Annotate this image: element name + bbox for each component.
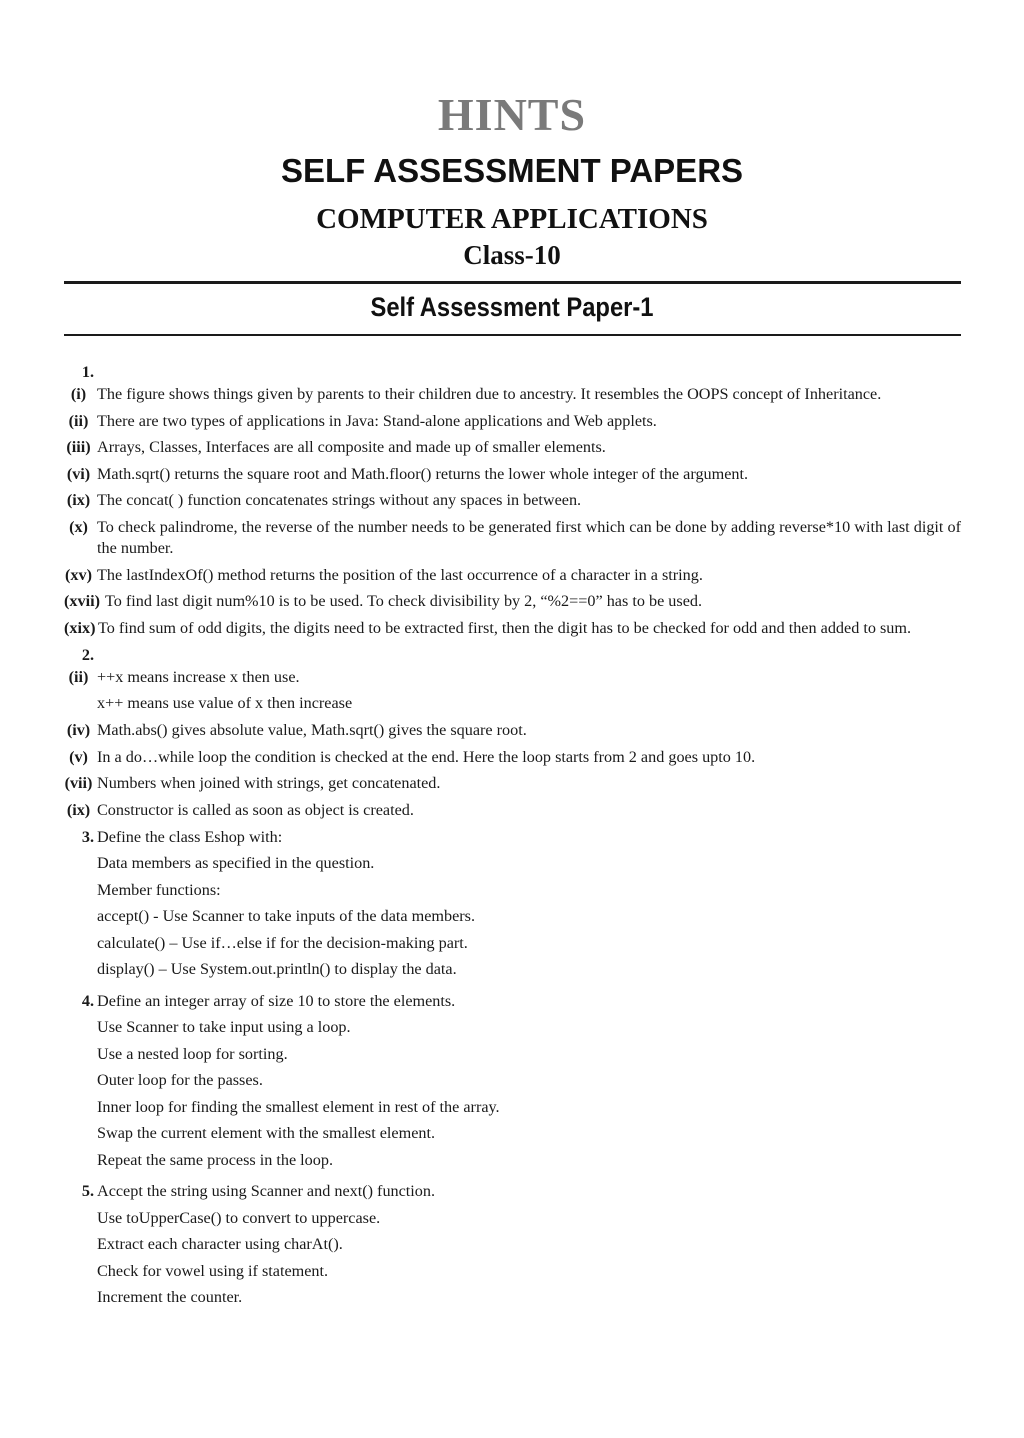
- list-item: [64, 591, 961, 612]
- item-label: (xv): [65, 565, 92, 584]
- item-label: (ix): [66, 800, 91, 819]
- item-text: The lastIndexOf() method returns the position of the last occurrence of a character in a string.: [97, 565, 703, 584]
- item-text: To find sum of odd digits, the digits need to be extracted first, then the digit has to be checked for odd and then added to sum.: [98, 618, 912, 637]
- hint-line: Swap the current element with the smallest element.: [97, 1124, 436, 1143]
- list-item: [64, 618, 961, 639]
- item-label: (xix): [64, 618, 96, 637]
- list-item: [64, 411, 961, 432]
- item-label: (iii): [66, 438, 91, 457]
- question-1: [64, 362, 961, 639]
- list-item: [64, 720, 961, 741]
- question-number: 1.: [81, 363, 94, 381]
- list-item: [64, 800, 961, 821]
- hint-line: Check for vowel using if statement.: [97, 1261, 329, 1280]
- item-text: Math.abs() gives absolute value, Math.sqrt() gives the square root.: [97, 720, 527, 739]
- item-text: The figure shows things given by parents to their children due to ancestry. It resembles the OOPS concept of Inheritance.: [97, 385, 882, 403]
- question-2: [64, 645, 961, 821]
- question-number: 2.: [81, 645, 94, 664]
- question-5: [64, 1181, 961, 1314]
- list-item: [64, 384, 961, 405]
- question-3: [64, 827, 961, 986]
- item-label: (ii): [68, 667, 89, 686]
- item-text: There are two types of applications in Java: Stand-alone applications and Web applets.: [97, 411, 657, 430]
- question-number: 4.: [81, 991, 94, 1010]
- list-item: [64, 565, 961, 586]
- hint-line: Increment the counter.: [97, 1288, 243, 1307]
- item-text: ++x means increase x then use.: [97, 667, 300, 686]
- hint-line: display() – Use System.out.println() to display the data.: [97, 960, 457, 979]
- item-text: x++ means use value of x then increase: [97, 694, 353, 713]
- hint-line: Use Scanner to take input using a loop.: [97, 1018, 351, 1037]
- top-divider: [64, 281, 961, 284]
- item-label: (xvii): [64, 592, 100, 611]
- bottom-divider: [64, 334, 961, 336]
- hint-line: Use toUpperCase() to convert to uppercase.: [97, 1208, 381, 1227]
- class-title: Class-10: [463, 240, 561, 270]
- item-text: Constructor is called as soon as object is created.: [97, 800, 414, 819]
- hint-line: Extract each character using charAt().: [97, 1235, 343, 1254]
- hints-heading: HINTS: [437, 89, 587, 140]
- hint-line: Use a nested loop for sorting.: [97, 1044, 288, 1063]
- item-text: The concat( ) function concatenates strings without any spaces in between.: [97, 491, 582, 510]
- hint-line: Outer loop for the passes.: [97, 1071, 263, 1090]
- item-label: (vii): [64, 774, 93, 793]
- hint-line: Define an integer array of size 10 to store the elements.: [97, 991, 456, 1010]
- item-label: (vi): [66, 464, 91, 483]
- item-text: Math.sqrt() returns the square root and Math.floor() returns the lower whole integer of the argument.: [97, 464, 749, 483]
- item-text: In a do…while loop the condition is checked at the end. Here the loop starts from 2 and goes upto 10.: [97, 747, 756, 766]
- hint-line: Data members as specified in the question.: [97, 854, 375, 873]
- list-item: [64, 490, 961, 511]
- list-item: [64, 667, 961, 688]
- paper-title: Self Assessment Paper-1: [370, 292, 654, 322]
- hints-content: [64, 362, 961, 1319]
- hint-line: calculate() – Use if…else if for the decision-making part.: [97, 933, 468, 952]
- subject-title: COMPUTER APPLICATIONS: [316, 203, 708, 235]
- item-label: (iv): [66, 720, 91, 739]
- item-label: (v): [69, 747, 88, 766]
- item-text: To find last digit num%10 is to be used. To check divisibility by 2, “%2==0” has to be used.: [105, 592, 703, 611]
- item-label: (x): [69, 517, 88, 536]
- hint-line: Accept the string using Scanner and next() function.: [97, 1182, 436, 1201]
- list-item: [64, 747, 961, 768]
- item-text: Numbers when joined with strings, get concatenated.: [97, 774, 441, 793]
- item-text: Arrays, Classes, Interfaces are all composite and made up of smaller elements.: [97, 438, 606, 457]
- hint-line: Inner loop for finding the smallest element in rest of the array.: [97, 1097, 500, 1116]
- list-item: [64, 437, 961, 458]
- item-label: (i): [70, 385, 87, 403]
- series-title: SELF ASSESSMENT PAPERS: [280, 152, 744, 189]
- list-item: [64, 693, 961, 714]
- question-number: 3.: [81, 827, 94, 846]
- hint-line: Define the class Eshop with:: [97, 827, 283, 846]
- item-label: (ii): [68, 411, 89, 430]
- list-item: [64, 517, 961, 559]
- item-text: To check palindrome, the reverse of the number needs to be generated first which can be done by adding reverse*10 with last digit of the number.: [97, 517, 961, 557]
- list-item: [64, 773, 961, 794]
- hint-line: accept() - Use Scanner to take inputs of the data members.: [97, 907, 476, 926]
- hint-line: Repeat the same process in the loop.: [97, 1150, 333, 1169]
- item-label: (ix): [66, 491, 91, 510]
- list-item: [64, 464, 961, 485]
- question-number: 5.: [81, 1182, 94, 1201]
- question-4: [64, 991, 961, 1177]
- hint-line: Member functions:: [97, 880, 221, 899]
